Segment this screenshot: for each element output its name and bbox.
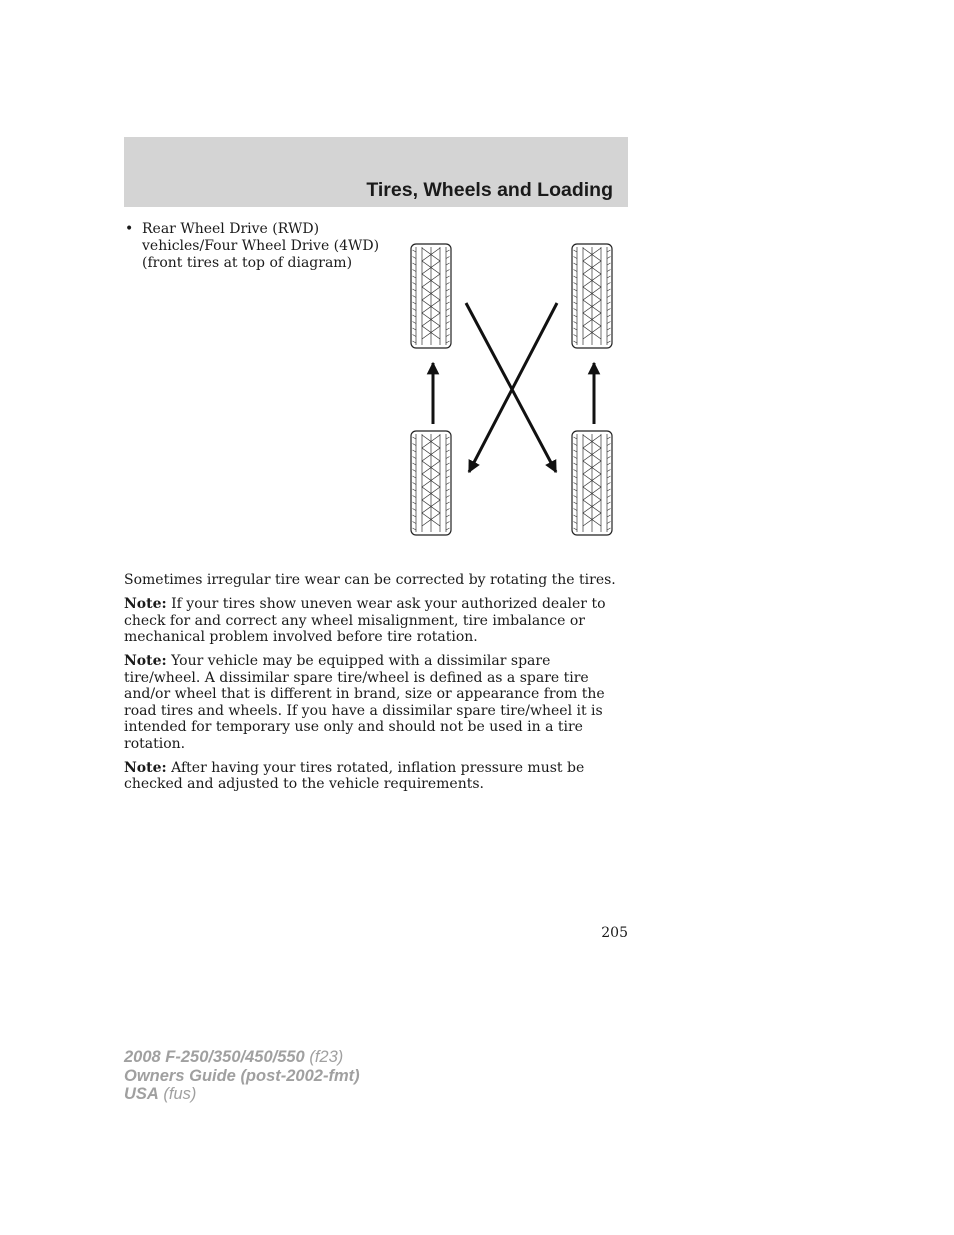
- footer-line-market: USA (fus): [124, 1085, 197, 1103]
- note-label: Note:: [124, 759, 167, 776]
- note-paragraph: [124, 760, 630, 793]
- note-label: Note:: [124, 653, 167, 669]
- note-label: Note:: [124, 596, 167, 612]
- note-paragraph: [124, 653, 630, 752]
- footer-line-guide: Owners Guide (post-2002-fmt): [124, 1066, 360, 1085]
- body-text: [124, 572, 630, 800]
- bullet-text: Rear Wheel Drive (RWD) vehicles/Four Wheel Drive (4WD) (front tires at top of diagram): [142, 221, 380, 271]
- page-number: 205: [601, 925, 628, 941]
- note-text: Your vehicle may be equipped with a dissimilar spare tire/wheel. A dissimilar spare tire/wheel is defined as a spare tire and/or wheel that is different in brand, size or appearance from the road tires and wheels. If you have a dissimilar spare tire/wheel it is intended for temporary use only and should not be used in a tire rotation.: [124, 653, 605, 752]
- rear-left-tire-icon: [411, 431, 451, 535]
- tire-rotation-diagram: [400, 236, 620, 546]
- footer-line-model: 2008 F-250/350/450/550 (f23): [124, 1048, 344, 1066]
- bullet-icon: •: [125, 221, 134, 237]
- rotation-arrows: [433, 303, 594, 472]
- note-text: After having your tires rotated, inflation pressure must be checked and adjusted to the vehicle requirements.: [124, 759, 585, 792]
- front-right-tire-icon: [572, 244, 612, 348]
- intro-paragraph: Sometimes irregular tire wear can be corrected by rotating the tires.: [124, 572, 616, 588]
- bullet-item: [124, 221, 384, 272]
- section-title: Tires, Wheels and Loading: [366, 179, 613, 201]
- rear-right-tire-icon: [572, 431, 612, 535]
- front-left-tire-icon: [411, 244, 451, 348]
- note-text: If your tires show uneven wear ask your authorized dealer to check for and correct any wheel misalignment, tire imbalance or mechanical problem involved before tire rotation.: [124, 596, 606, 645]
- note-paragraph: [124, 596, 630, 646]
- document-footer: [124, 1048, 360, 1104]
- section-header: [124, 137, 628, 207]
